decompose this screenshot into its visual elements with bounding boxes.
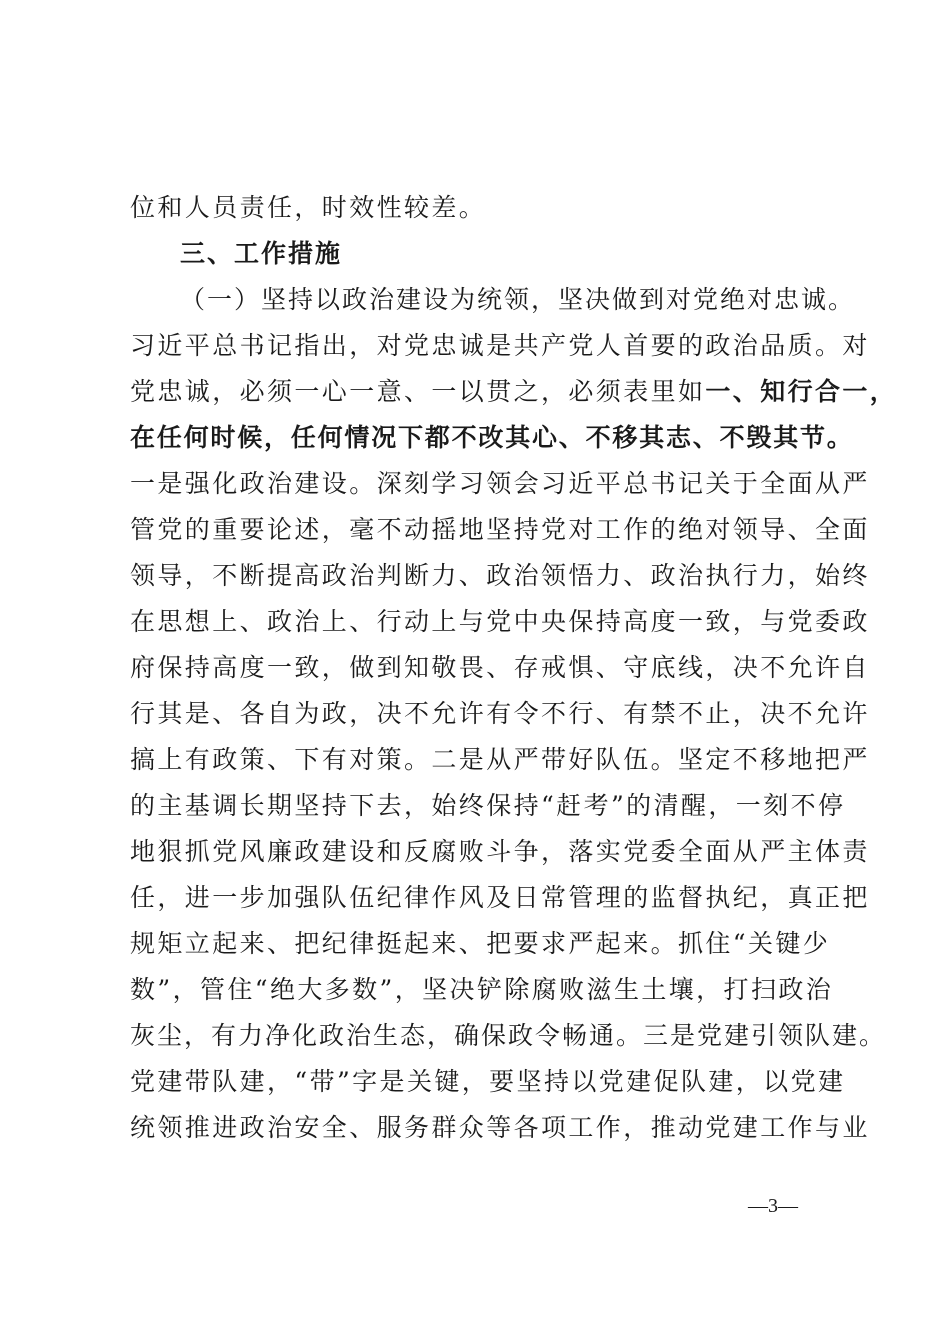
text-line: 任，进一步加强队伍纪律作风及日常管理的监督执纪，真正把 bbox=[130, 883, 870, 912]
text-line: 位和人员责任，时效性较差。 bbox=[130, 193, 487, 222]
text-line bbox=[130, 377, 898, 407]
text-line: 管党的重要论述，毫不动摇地坚持党对工作的绝对领导、全面 bbox=[130, 515, 870, 544]
text-line: 党建带队建，“带”字是关键，要坚持以党建促队建，以党建 bbox=[130, 1067, 846, 1096]
text-line: 的主基调长期坚持下去，始终保持“赶考”的清醒，一刻不停 bbox=[130, 791, 846, 820]
text-line: 府保持高度一致，做到知敬畏、存戒惧、守底线，决不允许自 bbox=[130, 653, 870, 682]
text-line: 规矩立起来、把纪律挺起来、把要求严起来。抓住“关键少 bbox=[130, 929, 831, 958]
text-line: 地狠抓党风廉政建设和反腐败斗争，落实党委全面从严主体责 bbox=[130, 837, 870, 866]
text-line: 搞上有政策、下有对策。二是从严带好队伍。坚定不移地把严 bbox=[130, 745, 870, 774]
text-line: 在思想上、政治上、行动上与党中央保持高度一致，与党委政 bbox=[130, 607, 870, 636]
section-heading: 三、工作措施 bbox=[180, 239, 343, 268]
bold-text-segment: 一、知行合一， bbox=[705, 377, 898, 406]
bold-text-line: 在任何时候，任何情况下都不改其心、不移其志、不毁其节。 bbox=[130, 423, 854, 452]
text-line: 灰尘，有力净化政治生态，确保政令畅通。三是党建引领队建。 bbox=[130, 1021, 887, 1050]
text-line: 数”，管住“绝大多数”，坚决铲除腐败滋生土壤，打扫政治 bbox=[130, 975, 834, 1004]
subsection-heading: （一）坚持以政治建设为统领，坚决做到对党绝对忠诚。 bbox=[180, 285, 856, 314]
text-line: 统领推进政治安全、服务群众等各项工作，推动党建工作与业 bbox=[130, 1113, 870, 1142]
text-segment: 党忠诚，必须一心一意、一以贯之，必须表里如 bbox=[130, 377, 706, 406]
page-number: —3— bbox=[748, 1195, 798, 1217]
text-line: 行其是、各自为政，决不允许有令不行、有禁不止，决不允许 bbox=[130, 699, 870, 728]
text-line: 习近平总书记指出，对党忠诚是共产党人首要的政治品质。对 bbox=[130, 331, 870, 360]
text-line: 一是强化政治建设。深刻学习领会习近平总书记关于全面从严 bbox=[130, 469, 870, 498]
text-line: 领导，不断提高政治判断力、政治领悟力、政治执行力，始终 bbox=[130, 561, 870, 590]
